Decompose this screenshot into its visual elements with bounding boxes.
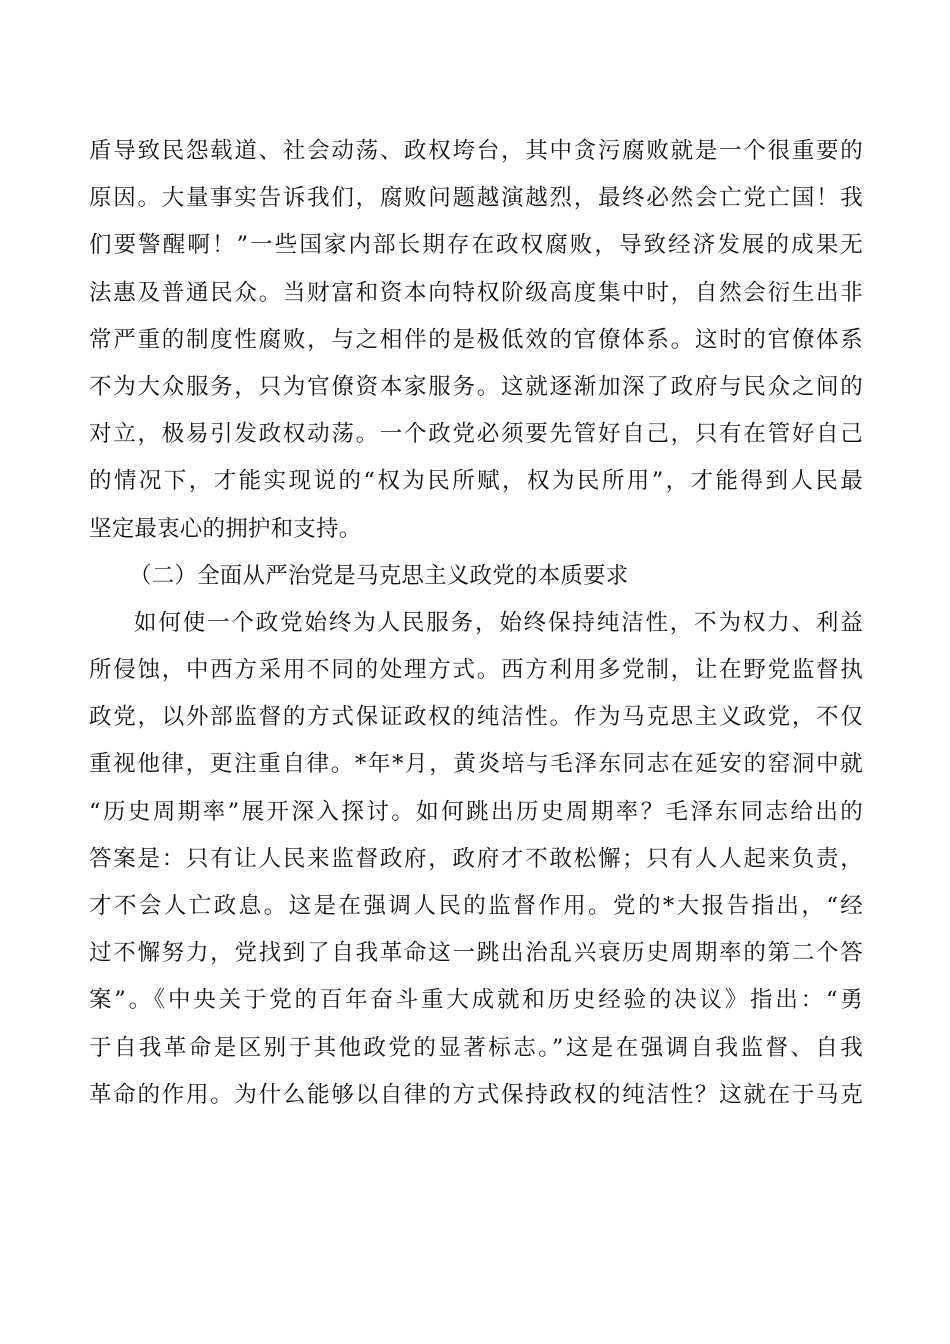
paragraph-line: 们要警醒啊！”一些国家内部长期存在政权腐败，导致经济发展的成果无: [89, 232, 863, 259]
paragraph-line: 不为大众服务，只为官僚资本家服务。这就逐渐加深了政府与民众之间的: [89, 373, 863, 400]
paragraph-line: 革命的作用。为什么能够以自律的方式保持政权的纯洁性？这就在于马克: [89, 1081, 863, 1108]
paragraph-line: 于自我革命是区别于其他政党的显著标志。”这是在强调自我监督、自我: [89, 1034, 863, 1061]
paragraph-line: 法惠及普通民众。当财富和资本向特权阶级高度集中时，自然会衍生出非: [89, 279, 863, 306]
section-heading: （二）全面从严治党是马克思主义政党的本质要求: [129, 562, 629, 589]
paragraph-line: 政党，以外部监督的方式保证政权的纯洁性。作为马克思主义政党，不仅: [89, 704, 863, 731]
paragraph-line: 答案是：只有让人民来监督政府，政府才不敢松懈；只有人人起来负责，: [89, 845, 863, 872]
paragraph-line: 对立，极易引发政权动荡。一个政党必须要先管好自己，只有在管好自己: [89, 421, 863, 448]
paragraph-line: 的情况下，才能实现说的“权为民所赋，权为民所用”，才能得到人民最: [89, 468, 863, 495]
paragraph-line: 原因。大量事实告诉我们，腐败问题越演越烈，最终必然会亡党亡国！我: [89, 185, 863, 212]
paragraph-line: “历史周期率”展开深入探讨。如何跳出历史周期率？毛泽东同志给出的: [89, 798, 863, 825]
paragraph-line: 如何使一个政党始终为人民服务，始终保持纯洁性，不为权力、利益: [134, 609, 863, 636]
paragraph-line: 盾导致民怨载道、社会动荡、政权垮台，其中贪污腐败就是一个很重要的: [89, 138, 863, 164]
paragraph-line: 常严重的制度性腐败，与之相伴的是极低效的官僚体系。这时的官僚体系: [89, 326, 863, 353]
paragraph-line: 过不懈努力，党找到了自我革命这一跳出治乱兴衰历史周期率的第二个答: [89, 940, 863, 967]
paragraph-line: 所侵蚀，中西方采用不同的处理方式。西方利用多党制，让在野党监督执: [89, 657, 863, 684]
paragraph-line: 重视他律，更注重自律。*年*月，黄炎培与毛泽东同志在延安的窑洞中就: [89, 751, 863, 778]
paragraph-line: 案”。《中央关于党的百年奋斗重大成就和历史经验的决议》指出：“勇: [89, 987, 863, 1014]
document-body: [89, 128, 863, 1119]
paragraph-line: 坚定最衷心的拥护和支持。: [89, 515, 362, 542]
paragraph-line: 才不会人亡政息。这是在强调人民的监督作用。党的*大报告指出，“经: [89, 893, 863, 919]
